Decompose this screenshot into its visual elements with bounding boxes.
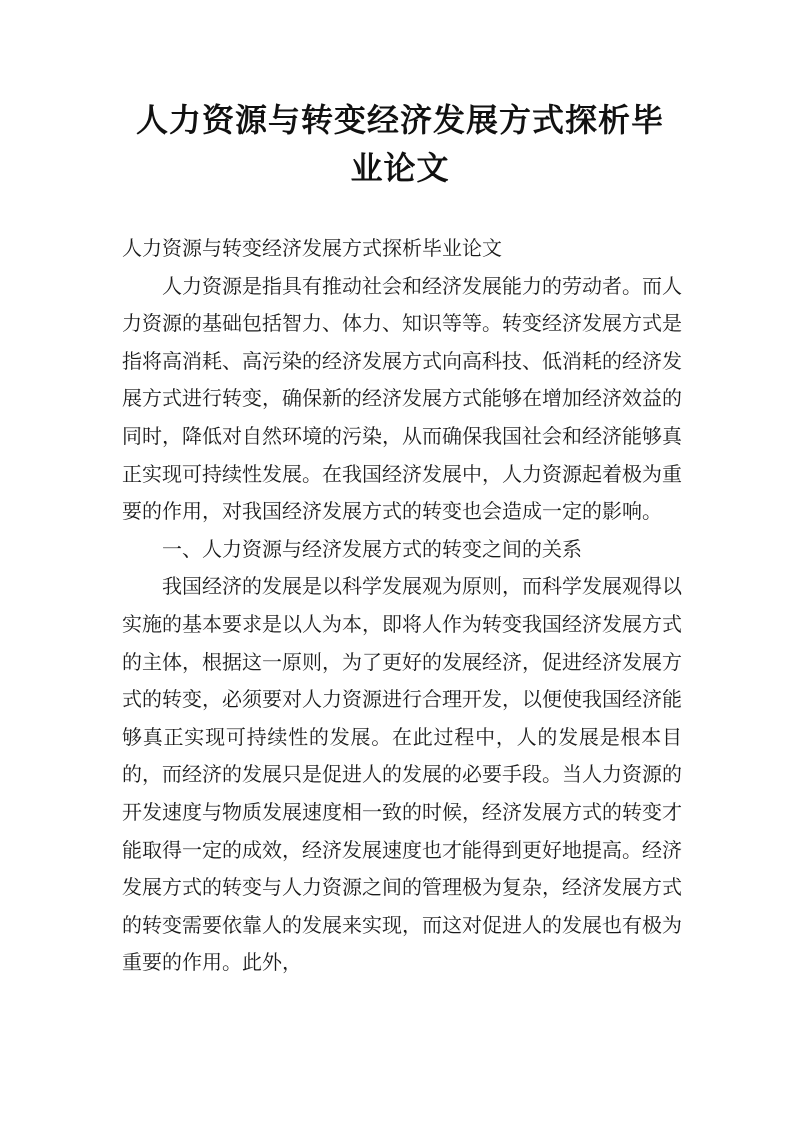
document-body [122, 230, 682, 982]
section-heading-1: 一、人力资源与经济发展方式的转变之间的关系 [162, 536, 582, 561]
title-repeat-line: 人力资源与转变经济发展方式探析毕业论文 [122, 236, 502, 260]
document-title: 人力资源与转变经济发展方式探析毕业论文 [135, 101, 664, 187]
paragraph-relationship: 我国经济的发展是以科学发展观为原则，而科学发展观得以实施的基本要求是以人为本，即将人作为转变我国经济发展方式的主体，根据这一原则，为了更好的发展经济，促进经济发展方式的转变，必须要对人力资源进行合理开发，以便使我国经济能够真正实现可持续性的发展。在此过程中，人的发展是根本目的，而经济的发展只是促进人的发展的必要手段。当人力资源的开发速度与物质发展速度相一致的时候，经济发展方式的转变才能取得一定的成效，经济发展速度也才能得到更好地提高。经济发展方式的转变与人力资源之间的管理极为复杂，经济发展方式的转变需要依靠人的发展来实现，而这对促进人的发展也有极为重要的作用。此外， [122, 574, 682, 975]
paragraph-intro: 人力资源是指具有推动社会和经济发展能力的劳动者。而人力资源的基础包括智力、体力、知识等等。转变经济发展方式是指将高消耗、高污染的经济发展方式向高科技、低消耗的经济发展方式进行转变，确保新的经济发展方式能够在增加经济效益的同时，降低对自然环境的污染，从而确保我国社会和经济能够真正实现可持续性发展。在我国经济发展中，人力资源起着极为重要的作用，对我国经济发展方式的转变也会造成一定的影响。 [122, 273, 682, 524]
